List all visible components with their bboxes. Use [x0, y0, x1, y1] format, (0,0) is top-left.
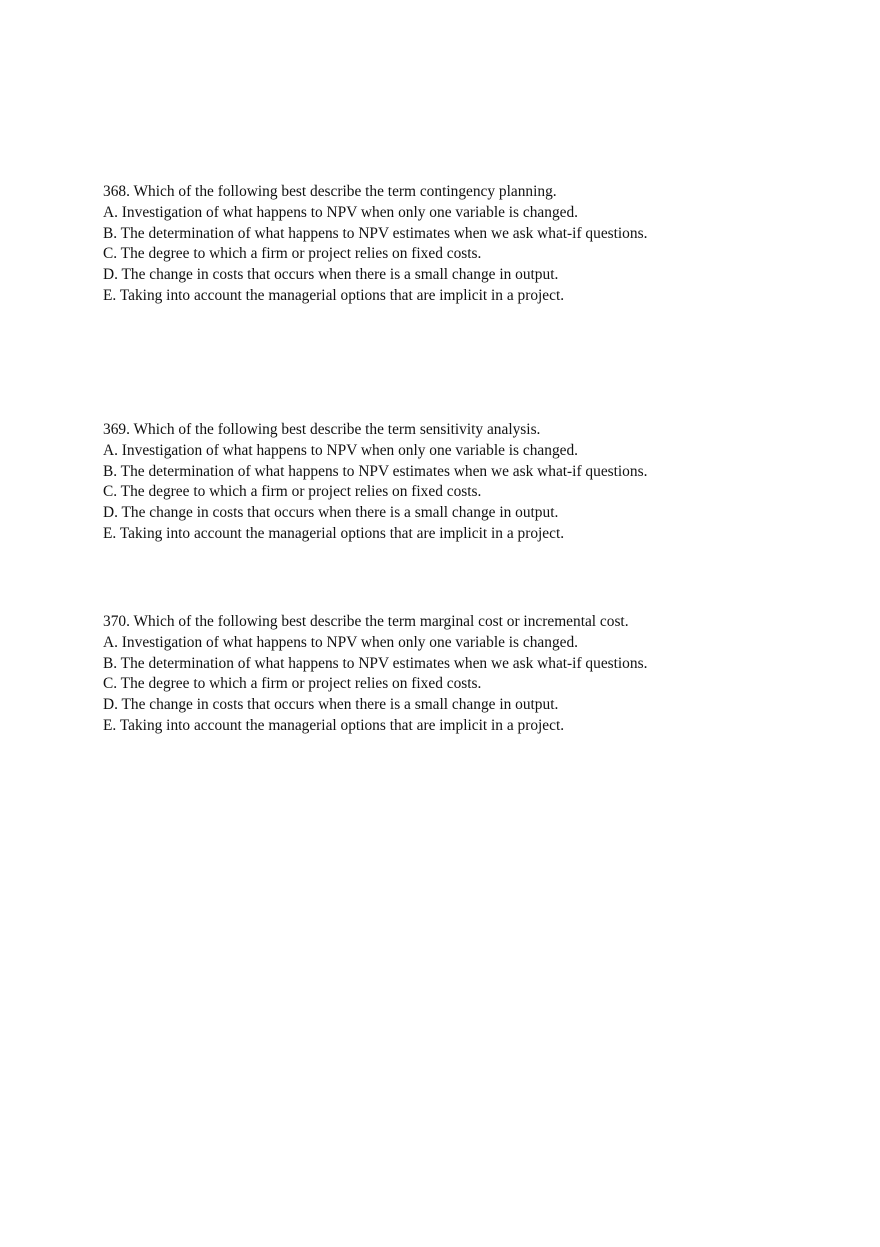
question-stem: 368. Which of the following best describe the term contingency planning.	[103, 183, 557, 200]
question-370	[103, 612, 803, 737]
option-b: B. The determination of what happens to NPV estimates when we ask what-if questions.	[103, 462, 648, 480]
option-e: E. Taking into account the managerial options that are implicit in a project.	[103, 716, 565, 734]
question-stem: 370. Which of the following best describe the term marginal cost or incremental cost.	[103, 613, 629, 630]
option-b: B. The determination of what happens to NPV estimates when we ask what-if questions.	[103, 654, 648, 672]
option-d: D. The change in costs that occurs when there is a small change in output.	[103, 504, 559, 522]
option-e: E. Taking into account the managerial options that are implicit in a project.	[103, 524, 565, 542]
question-369	[103, 420, 803, 545]
option-a: A. Investigation of what happens to NPV when only one variable is changed.	[103, 203, 579, 221]
option-a: A. Investigation of what happens to NPV when only one variable is changed.	[103, 441, 579, 459]
option-d: D. The change in costs that occurs when there is a small change in output.	[103, 696, 559, 714]
option-c: C. The degree to which a firm or project relies on fixed costs.	[103, 483, 482, 501]
option-b: B. The determination of what happens to NPV estimates when we ask what-if questions.	[103, 224, 648, 242]
option-c: C. The degree to which a firm or project relies on fixed costs.	[103, 675, 482, 693]
option-e: E. Taking into account the managerial options that are implicit in a project.	[103, 286, 565, 304]
option-d: D. The change in costs that occurs when there is a small change in output.	[103, 266, 559, 284]
option-a: A. Investigation of what happens to NPV when only one variable is changed.	[103, 633, 579, 651]
question-368	[103, 182, 803, 307]
option-c: C. The degree to which a firm or project relies on fixed costs.	[103, 245, 482, 263]
question-stem: 369. Which of the following best describe the term sensitivity analysis.	[103, 421, 541, 438]
